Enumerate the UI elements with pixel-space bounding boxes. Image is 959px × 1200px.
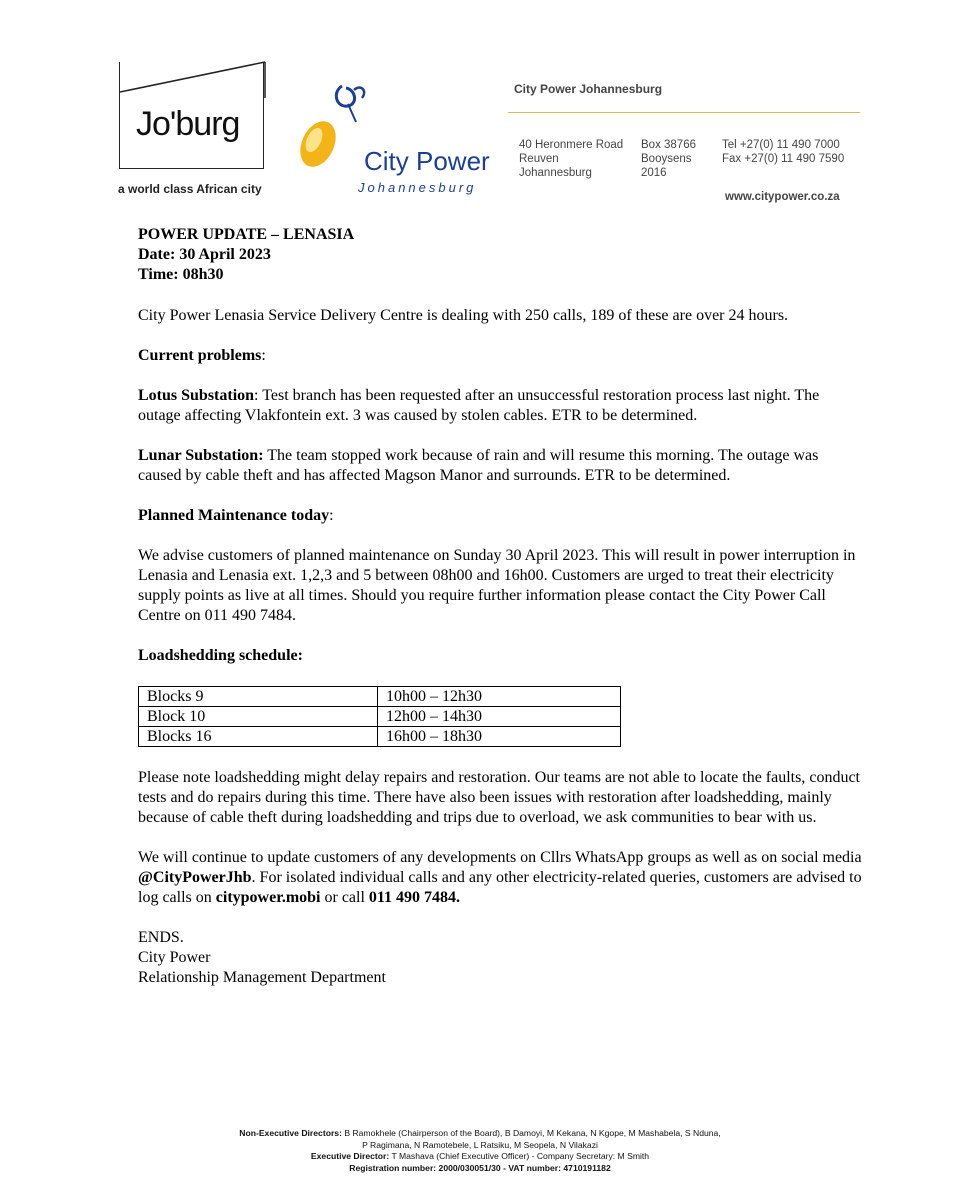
footer — [130, 1128, 830, 1174]
lotus-label: Lotus Substation — [138, 387, 255, 404]
table-row — [139, 727, 621, 747]
vat-label: VAT number: — [508, 1162, 562, 1173]
directors-names: B Ramokhele (Chairperson of the Board), B Damoyi, M Kekana, N Kgope, M Mashabela, S Nduna, — [341, 1128, 721, 1138]
telephone: Tel +27(0) 11 490 7000 — [722, 139, 840, 151]
loadshedding-note: Please note loadshedding might delay repairs and restoration. Our teams are not able to locate the faults, conduct tests and do repairs during this time. There have also been issues with restoration after loadshedding, mainly because of cable theft during loadshedding and trips due to overload, we ask communities to bear with us. — [138, 769, 860, 826]
lotus-text: : Test branch has been requested after an unsuccessful restoration process last night. The outage affecting Vlakfontein ext. 3 was caused by stolen cables. ETR to be determined. — [138, 387, 820, 424]
lunar-label: Lunar Substation: — [138, 447, 264, 464]
planned-maintenance-paragraph: We advise customers of planned maintenance on Sunday 30 April 2023. This will result in power interruption in Lenasia and Lenasia ext. 1,2,3 and 5 between 08h00 and 16h00. Customers are urged to treat their electricity supply points as live at all times. Should you require further information please contact the City Power Call Centre on 011 490 7484. — [138, 547, 856, 624]
table-row — [139, 687, 621, 707]
sign-off — [138, 928, 863, 988]
registration-label: Registration number: — [349, 1162, 437, 1173]
block-cell: Blocks 16 — [139, 727, 378, 747]
joburg-logo-roof-icon — [118, 58, 268, 98]
planned-maintenance-heading — [138, 506, 863, 526]
signature-department: Relationship Management Department — [138, 969, 386, 986]
address-line: Booysens — [641, 153, 692, 165]
intro-paragraph: City Power Lenasia Service Delivery Centre is dealing with 250 calls, 189 of these are over 24 hours. — [138, 307, 789, 324]
directors-line: P Ragimana, N Ramotebele, L Ratsiku, M Seopela, N Vilakazi — [362, 1139, 598, 1150]
executive-line — [130, 1151, 830, 1163]
executive-text: T Mashava (Chief Executive Officer) - Company Secretary: M Smith — [389, 1151, 650, 1161]
document-body — [138, 225, 863, 988]
fax: Fax +27(0) 11 490 7590 — [722, 153, 845, 165]
updates-text: We will continue to update customers of any developments on Cllrs WhatsApp groups as well as on social media — [138, 849, 862, 866]
current-problems-heading — [138, 346, 863, 366]
lunar-paragraph — [138, 446, 863, 486]
block-cell: Blocks 9 — [139, 687, 378, 707]
updates-text: . For isolated individual calls and any other electricity-related queries, customers are advised to log calls on — [138, 869, 862, 906]
phone-contacts — [722, 138, 844, 166]
website-link[interactable]: www.citypower.co.za — [725, 191, 840, 203]
company-name: City Power Johannesburg — [514, 82, 663, 96]
planned-label: Planned Maintenance today — [138, 507, 330, 524]
joburg-tagline: a world class African city — [118, 182, 262, 196]
updates-paragraph — [138, 848, 863, 908]
address-line: Reuven — [519, 153, 559, 165]
time-cell: 12h00 – 14h30 — [378, 707, 621, 727]
call-centre-number: 011 490 7484. — [368, 889, 461, 906]
document-header — [138, 225, 863, 285]
city-power-logo-name: City Power — [364, 146, 490, 176]
address-line: 2016 — [641, 167, 667, 179]
address-line: Box 38766 — [641, 139, 696, 151]
lunar-text: The team stopped work because of rain and will resume this morning. The outage was caused by cable theft and has affected Magson Manor and surrounds. ETR to be determined. — [138, 447, 819, 484]
postal-address — [641, 138, 696, 180]
street-address — [519, 138, 623, 180]
directors-label: Non-Executive Directors: — [239, 1128, 342, 1138]
executive-label: Executive Director: — [310, 1151, 390, 1161]
current-problems-label: Current problems — [138, 347, 262, 364]
table-row — [139, 707, 621, 727]
document-time: Time: 08h30 — [138, 266, 224, 283]
document-title: POWER UPDATE – LENASIA — [138, 226, 355, 243]
colon: : — [261, 347, 266, 364]
registration-value: 2000/030051/30 — [436, 1162, 501, 1173]
header-rule — [508, 112, 860, 113]
directors-line — [130, 1128, 830, 1140]
block-cell: Block 10 — [139, 707, 378, 727]
loadshedding-table — [138, 686, 621, 747]
ends-marker: ENDS. — [138, 929, 184, 946]
vat-value: 4710191182 — [561, 1162, 611, 1173]
registration-line — [130, 1163, 830, 1175]
address-line: Johannesburg — [519, 167, 592, 179]
loadshedding-heading: Loadshedding schedule: — [138, 647, 303, 664]
joburg-logo-text: Jo'burg — [136, 105, 240, 143]
time-cell: 16h00 – 18h30 — [378, 727, 621, 747]
social-handle[interactable]: @CityPowerJhb — [138, 869, 252, 886]
time-cell: 10h00 – 12h30 — [378, 687, 621, 707]
city-power-logo-city: Johannesburg — [358, 180, 477, 195]
city-power-dragonfly-icon — [296, 82, 366, 172]
updates-text: or call — [320, 889, 369, 906]
separator: - — [500, 1162, 509, 1173]
colon: : — [329, 507, 334, 524]
mobile-site-link[interactable]: citypower.mobi — [215, 889, 321, 906]
lotus-paragraph — [138, 386, 863, 426]
address-line: 40 Heronmere Road — [519, 139, 624, 151]
document-date: Date: 30 April 2023 — [138, 246, 271, 263]
signature-org: City Power — [138, 949, 211, 966]
